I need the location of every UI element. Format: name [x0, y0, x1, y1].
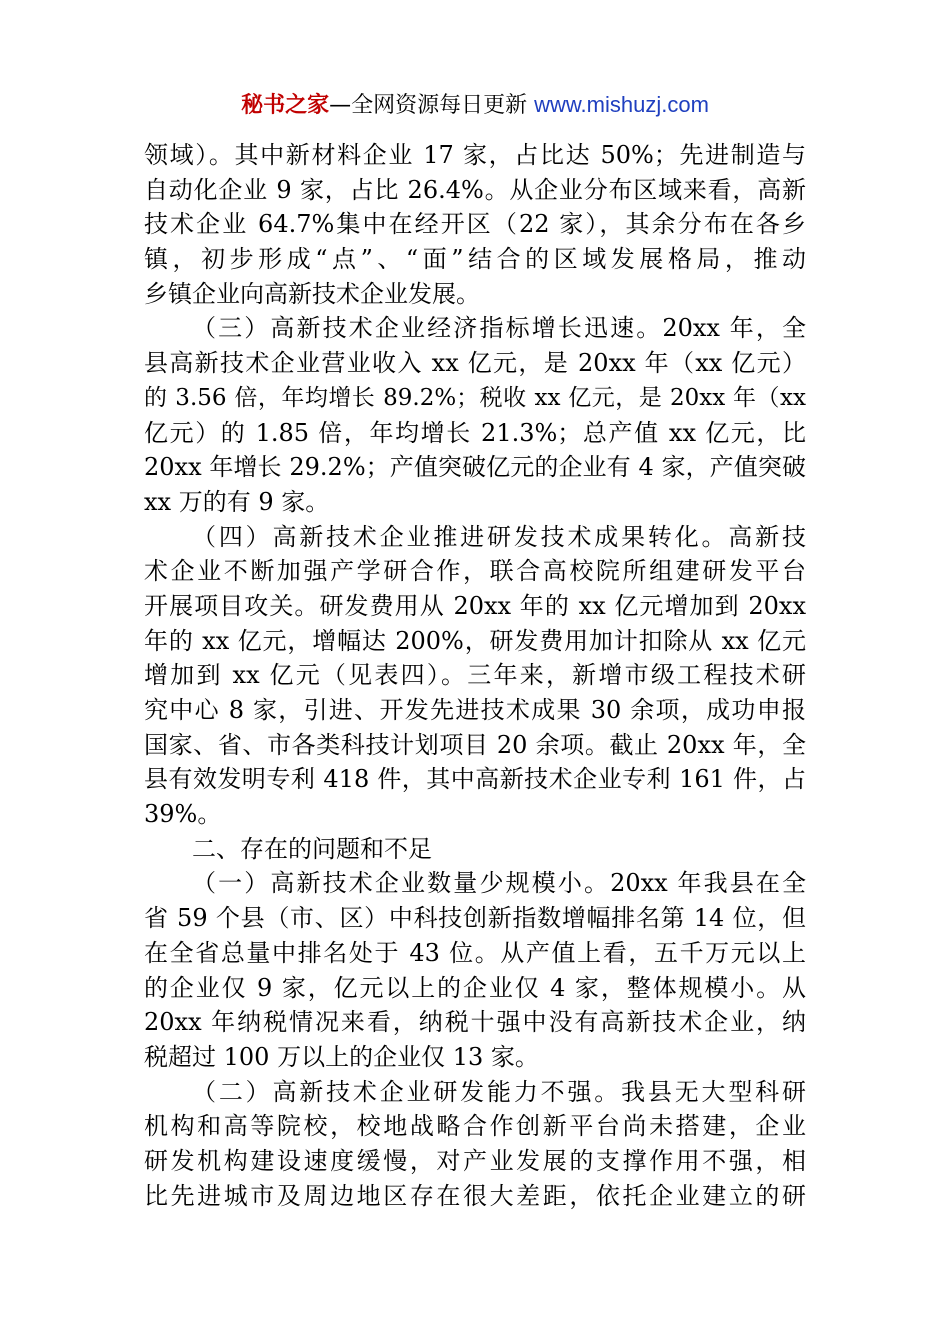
text-line: 比先进城市及周边地区存在很大差距，依托企业建立的研 [144, 1181, 806, 1210]
text-line: 的企业仅 9 家，亿元以上的企业仅 4 家，整体规模小。从 [144, 973, 806, 1002]
text-line: （四）高新技术企业推进研发技术成果转化。高新技 [192, 522, 806, 551]
page-header [0, 88, 950, 123]
text-line: 的 3.56 倍，年均增长 89.2%；税收 xx 亿元，是 20xx 年（xx [144, 384, 806, 411]
text-line: 县高新技术企业营业收入 xx 亿元，是 20xx 年（xx 亿元） [144, 349, 806, 378]
header-tagline: 全网资源每日更新 [351, 93, 528, 118]
text-line: 研发机构建设速度缓慢，对产业发展的支撑作用不强，相 [144, 1146, 806, 1175]
text-line: 机构和高等院校，校地战略合作创新平台尚未搭建，企业 [144, 1112, 806, 1141]
text-line: 镇，初步形成“点”、“面”结合的区域发展格局，推动 [144, 245, 806, 274]
text-line: 增加到 xx 亿元（见表四）。三年来，新增市级工程技术研 [144, 661, 806, 690]
text-line: 技术企业 64.7%集中在经开区（22 家），其余分布在各乡 [144, 210, 806, 239]
text-line: （三）高新技术企业经济指标增长迅速。20xx 年，全 [192, 314, 806, 343]
text-line: 国家、省、市各类科技计划项目 20 余项。截止 20xx 年，全 [144, 730, 806, 759]
brand-name: 秘书之家 [241, 93, 330, 118]
text-line: 在全省总量中排名处于 43 位。从产值上看，五千万元以上 [144, 938, 806, 967]
text-line: 究中心 8 家，引进、开发先进技术成果 30 余项，成功申报 [144, 696, 806, 724]
text-line: 20xx 年纳税情况来看，纳税十强中没有高新技术企业，纳 [144, 1008, 806, 1037]
text-line: xx 万的有 9 家。 [144, 487, 330, 516]
text-line: 39%。 [144, 800, 222, 829]
text-line: 省 59 个县（市、区）中科技创新指数增幅排名第 14 位，但 [144, 904, 806, 933]
text-line: 年的 xx 亿元，增幅达 200%，研发费用加计扣除从 xx 亿元 [144, 626, 806, 655]
text-line: 二、存在的问题和不足 [192, 834, 432, 863]
text-line: 亿元）的 1.85 倍，年均增长 21.3%；总产值 xx 亿元，比 [144, 418, 806, 447]
text-line: 开展项目攻关。研发费用从 20xx 年的 xx 亿元增加到 20xx [144, 591, 806, 620]
text-line: 20xx 年增长 29.2%；产值突破亿元的企业有 4 家，产值突破 [144, 453, 806, 482]
text-line: （二）高新技术企业研发能力不强。我县无大型科研 [192, 1077, 806, 1106]
header-dash: — [329, 93, 352, 118]
document-body [144, 138, 806, 1213]
text-line: （一）高新技术企业数量少规模小。20xx 年我县在全 [192, 869, 806, 898]
text-line: 术企业不断加强产学研合作，联合高校院所组建研发平台 [144, 557, 806, 586]
text-line: 自动化企业 9 家，占比 26.4%。从企业分布区域来看，高新 [144, 175, 806, 204]
text-line: 县有效发明专利 418 件，其中高新技术企业专利 161 件，占 [144, 765, 806, 794]
header-url-link[interactable]: www.mishuzj.com [534, 92, 709, 117]
text-line: 领域）。其中新材料企业 17 家，占比达 50%；先进制造与 [144, 141, 806, 169]
text-line: 乡镇企业向高新技术企业发展。 [144, 279, 480, 308]
text-line: 税超过 100 万以上的企业仅 13 家。 [144, 1042, 539, 1071]
